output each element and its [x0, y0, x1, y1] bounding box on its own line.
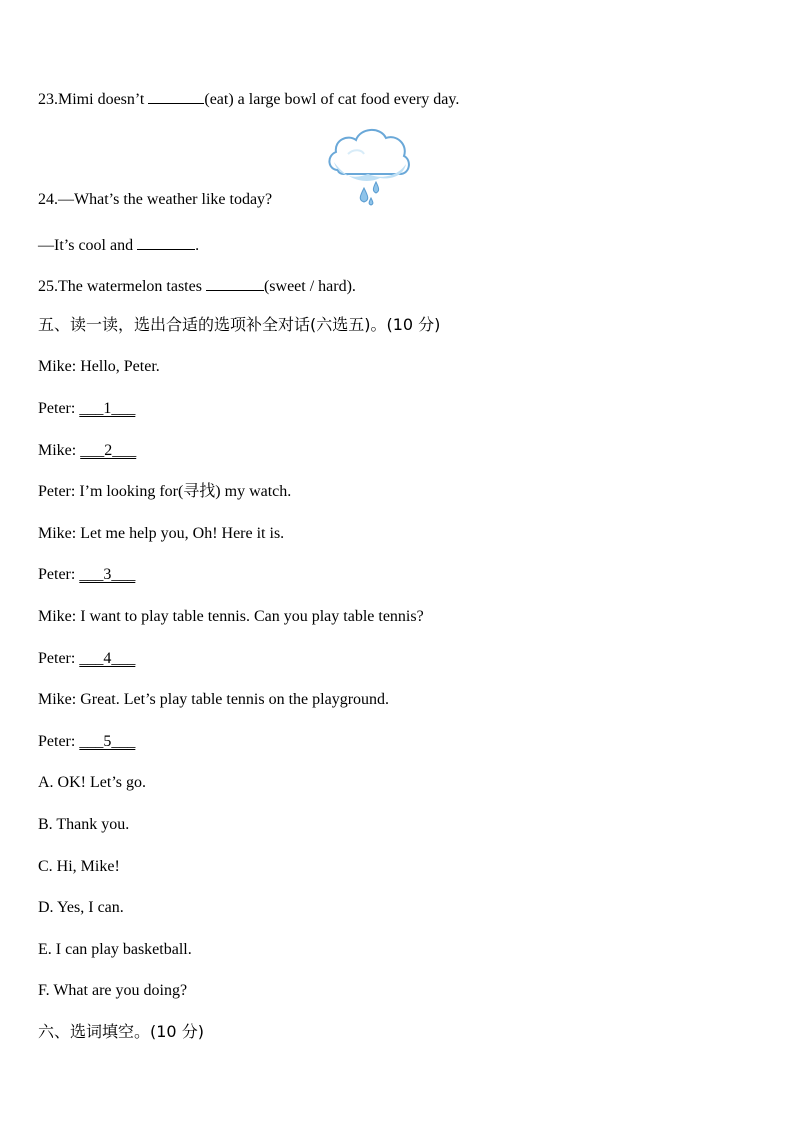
dialogue-line: [38, 607, 424, 627]
answer-blank-2: ___2___: [80, 442, 137, 459]
dialogue-line: [38, 565, 135, 585]
answer-blank-4: ___4___: [79, 650, 136, 667]
speaker: Peter:: [38, 733, 76, 750]
dialogue-text: I’m looking for(寻找) my watch.: [79, 483, 292, 500]
speaker: Peter:: [38, 483, 76, 500]
dialogue-text: I want to play table tennis. Can you play table tennis?: [80, 608, 424, 625]
option-d: D. Yes, I can.: [38, 899, 124, 916]
speaker: Peter:: [38, 566, 76, 583]
speaker: Peter:: [38, 400, 76, 417]
option-f: F. What are you doing?: [38, 982, 188, 999]
question-24-answer: [38, 233, 199, 256]
section-6-title: 六、选词填空。(10 分): [38, 1022, 204, 1041]
dialogue-line: [38, 649, 135, 669]
dialogue-text: Great. Let’s play table tennis on the playground.: [80, 691, 390, 708]
option-b: B. Thank you.: [38, 816, 130, 833]
dialogue-line: [38, 357, 160, 377]
q25-blank: [206, 274, 264, 291]
speaker: Mike:: [38, 525, 77, 542]
dialogue-line: [38, 524, 284, 544]
rain-cloud-icon: [324, 124, 412, 210]
answer-blank-5: ___5___: [79, 733, 136, 750]
q23-prefix: 23.Mimi doesn’t: [38, 91, 145, 108]
dialogue-text: Hello, Peter.: [80, 358, 160, 375]
answer-blank-1: ___1___: [79, 400, 136, 417]
speaker: Mike:: [38, 691, 77, 708]
speaker: Mike:: [38, 608, 77, 625]
q23-blank: [148, 87, 204, 104]
answer-blank-3: ___3___: [79, 566, 136, 583]
question-24: [38, 190, 272, 210]
speaker: Peter:: [38, 650, 76, 667]
q24-answer-suffix: .: [195, 237, 200, 254]
dialogue-line: [38, 441, 136, 461]
speaker: Mike:: [38, 358, 77, 375]
section-5-title: 五、读一读，选出合适的选项补全对话(六选五)。(10 分): [38, 315, 441, 334]
dialogue-line: [38, 732, 135, 752]
speaker: Mike:: [38, 442, 77, 459]
question-23: [38, 87, 459, 110]
option-a: A. OK! Let’s go.: [38, 774, 146, 791]
q23-suffix: (eat) a large bowl of cat food every day.: [204, 91, 460, 108]
dialogue-text: Let me help you, Oh! Here it is.: [80, 525, 285, 542]
q24-blank: [137, 233, 195, 250]
q25-prefix: 25.The watermelon tastes: [38, 278, 202, 295]
dialogue-line: [38, 399, 135, 419]
q24-question: 24.—What’s the weather like today?: [38, 191, 273, 208]
question-25: [38, 274, 356, 297]
option-e: E. I can play basketball.: [38, 941, 192, 958]
q25-suffix: (sweet / hard).: [263, 278, 356, 295]
q24-answer-prefix: —It’s cool and: [38, 237, 134, 254]
option-c: C. Hi, Mike!: [38, 858, 120, 875]
dialogue-line: [38, 690, 389, 710]
dialogue-line: [38, 482, 291, 502]
